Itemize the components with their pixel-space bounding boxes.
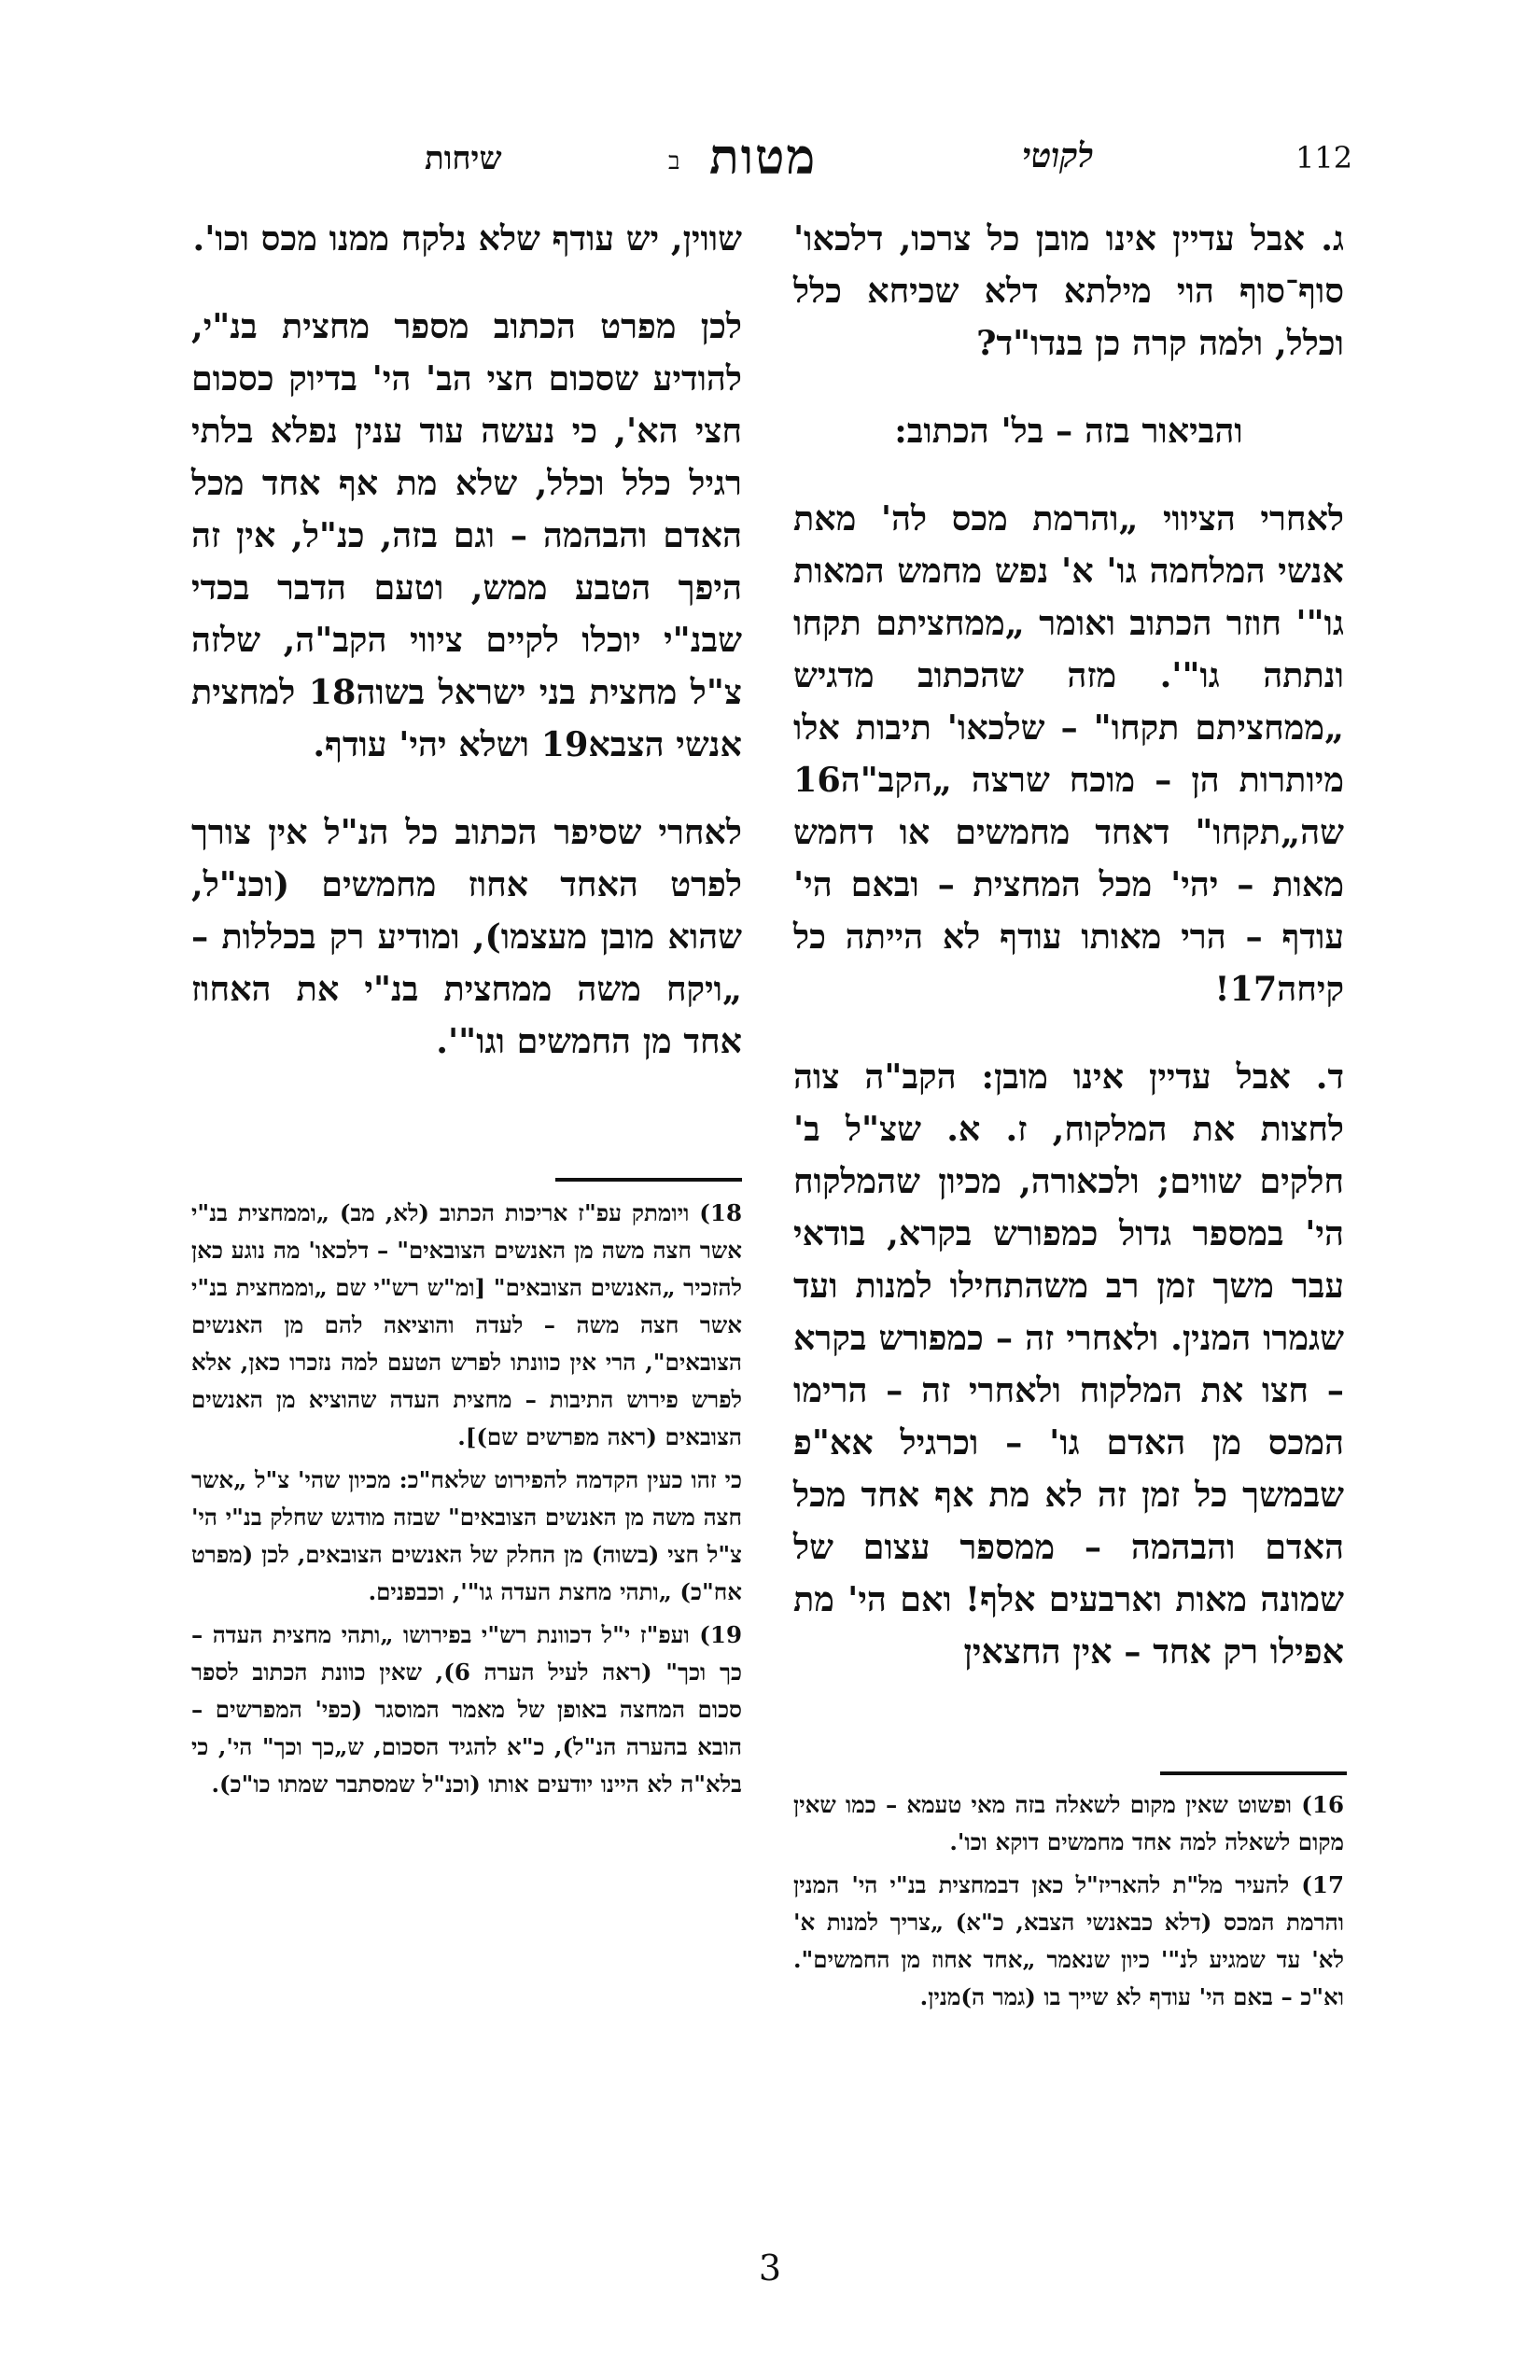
header-book-title: לקוטי	[1022, 136, 1094, 175]
paragraph: ג. אבל עדיין אינו מובן כל צרכו, דלכאו' סוף־סוף הוי מילתא דלא שכיחא כלל וכלל, ולמה קרה כן בנדו"ד?	[793, 218, 1344, 363]
footnote-rule-right	[1160, 1771, 1347, 1775]
right-footnotes	[793, 1786, 1344, 2022]
paragraph: ד. אבל עדיין אינו מובן: הקב"ה צוה לחצות את המלקוח, ז. א. שצ"ל ב' חלקים שווים; ולכאורה, מכיון שהמלקוח הי' במספר גדול כמפורש בקרא, בודאי עבר משך זמן רב משהתחילו למנות ועד שגמרו המנין. ולאחרי זה – כמפורש בקרא – חצו את המלקוח ולאחרי זה – הרימו המכס מן האדם גו' – וכרגיל אא"פ שבמשך כל זמן זה לא מת אף אחד מכל האדם והבהמה – ממספר עצום של שמונה מאות וארבעים אלף! ואם הי' מת אפילו רק אחד – אין החצאין	[793, 1057, 1344, 1672]
header-page-number: 112	[1295, 140, 1353, 175]
footnote: 18) ויומתק עפ"ז אריכות הכתוב (לא, מב) „וממחצית בנ"י אשר חצה משה מן האנשים הצובאים" – דלכאו' מה נוגע כאן להזכיר „האנשים הצובאים" [ומ"ש רש"י שם „וממחצית בנ"י אשר חצה משה – לעדה והוציאה להם מן האנשים הצובאים", הרי אין כוונתו לפרש הטעם למה נזכרו כאן, אלא לפרש פירוש התיבות – מחצית העדה שהוציא מן האנשים הצובאים (ראה מפרשים שם)].	[191, 1199, 742, 1450]
footnote: כי זהו כעין הקדמה להפירוט שלאח"כ: מכיון שהי' צ"ל „אשר חצה משה מן האנשים הצובאים" שבזה מודגש שחלק בנ"י הי' צ"ל חצי (בשוה) מן החלק של האנשים הצובאים, לכן (מפרט אח"כ) „ותהי מחצת העדה גו"', וכבפנים.	[191, 1466, 742, 1605]
left-footnotes	[191, 1195, 742, 1809]
page-footer-number: 3	[758, 2247, 782, 2289]
paragraph: שווין, יש עודף שלא נלקח ממנו מכס וכו'.	[192, 218, 742, 259]
footnote: 16) ופשוט שאין מקום לשאלה בזה מאי טעמא – כמו שאין מקום לשאלה למה אחד מחמשים דוקא וכו'.	[793, 1791, 1344, 1855]
paragraph: לאחרי הציווי „והרמת מכס לה' מאת אנשי המלחמה גו' א' נפש מחמש המאות גו"' חוזר הכתוב ואומר „ממחציתם תקחו ונתתה גו"'. מזה שהכתוב מדגיש „ממחציתם תקחו" – שלכאו' תיבות אלו מיותרות הן – מוכח שרצה „הקב"ה16 שה„תקחו" דאחד מחמשים או דחמש מאות – יהי' מכל המחצית – ובאם הי' עודף – הרי מאותו עודף לא הייתה כל קיחה17!	[793, 498, 1344, 1009]
left-column-body	[191, 213, 742, 1103]
header-parsha: מטות	[709, 129, 818, 186]
footnote-rule-left	[555, 1178, 742, 1182]
paragraph: לכן מפרט הכתוב מספר מחצית בנ"י, להודיע שסכום חצי הב' הי' בדיוק כסכום חצי הא', כי נעשה עוד ענין נפלא בלתי רגיל כלל וכלל, שלא מת אף אחד מכל האדם והבהמה – וגם בזה, כנ"ל, אין זה היפך הטבע ממש, וטעם הדבר בכדי שבנ"י יוכלו לקיים ציווי הקב"ה, שלזה צ"ל מחצית בני ישראל בשוה18 למחצית אנשי הצבא19 ושלא יהי' עודף.	[191, 306, 742, 764]
footnote: 19) ועפ"ז י"ל דכוונת רש"י בפירושו „ותהי מחצית העדה – כך וכך" (ראה לעיל הערה 6), שאין כוונת הכתוב לספר סכום המחצה באופן של מאמר המוסגר (כפי' המפרשים – הובא בהערה הנ"ל), כ"א להגיד הסכום, ש„כך וכך" הי', כי בלא"ה לא היינו יודעים אותו (וכנ"ל שמסתבר שמתו כו"כ).	[191, 1621, 743, 1798]
paragraph: לאחרי שסיפר הכתוב כל הנ"ל אין צורך לפרט האחד אחוז מחמשים (וכנ"ל, שהוא מובן מעצמו), ומודיע רק בכללות – „ויקח משה ממחצית בנ"י את האחוז אחד מן החמשים וגו"'.	[191, 812, 742, 1061]
footnote: 17) להעיר מל"ת להאריז"ל כאן דבמחצית בנ"י הי' המנין והרמת המכס (דלא כבאנשי הצבא, כ"א) „צריך למנות א' לא' עד שמגיע לנ"' כיון שנאמר „אחד אחוז מן החמשים". וא"כ – באם הי' עודף לא שייך בו (גמר ה)מנין.	[793, 1871, 1344, 2010]
right-column-body	[793, 213, 1344, 1714]
running-header	[0, 129, 1540, 185]
paragraph: והביאור בזה – בל' הכתוב:	[894, 411, 1243, 451]
header-section: שיחות	[425, 140, 502, 177]
header-volume: ב	[668, 147, 680, 175]
